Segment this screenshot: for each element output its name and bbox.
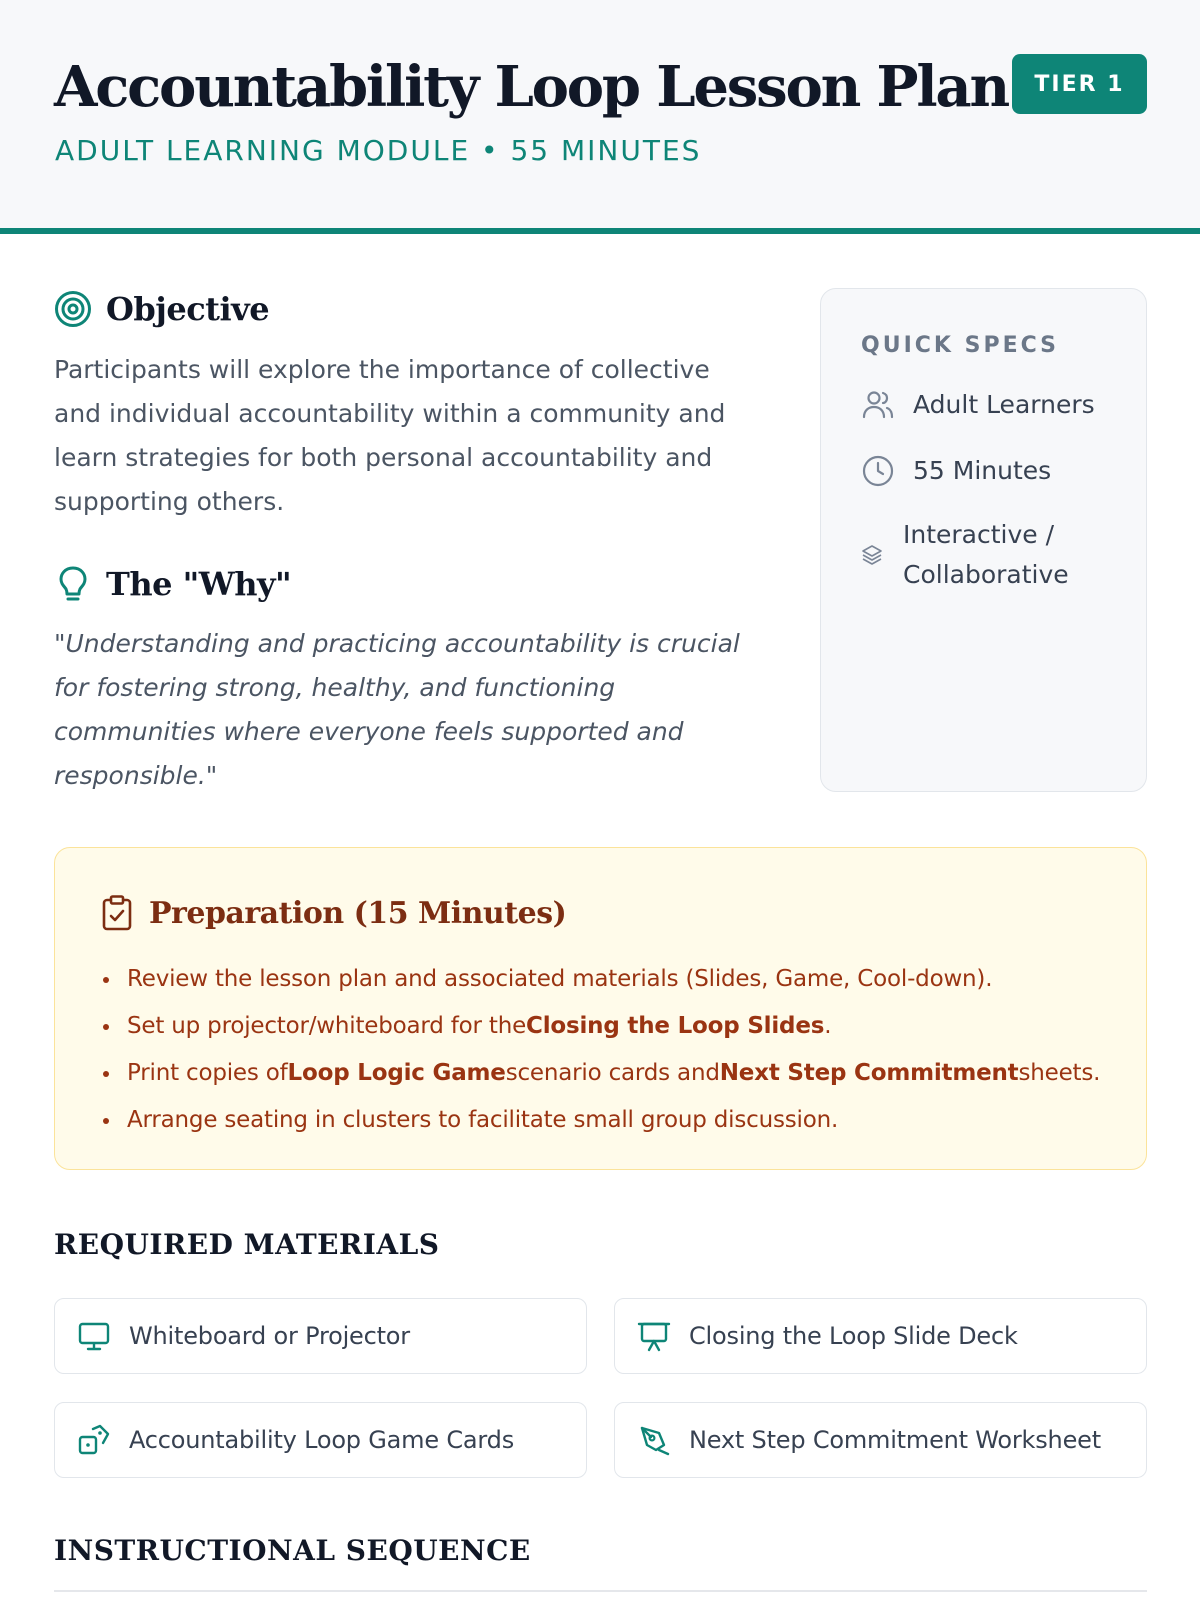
section-divider [54, 1590, 1147, 1592]
why-line: communities where everyone feels supported and [54, 717, 684, 746]
materials-heading: REQUIRED MATERIALS [54, 1228, 440, 1261]
spec-format [861, 515, 1069, 595]
spec-label [903, 515, 1069, 595]
prep-text-bold: Loop Logic Game [287, 1060, 506, 1086]
objective-text [54, 348, 784, 524]
clock-icon [861, 454, 895, 488]
prep-text: Print copies of [127, 1060, 288, 1086]
objective-line: learn strategies for both personal accountability and [54, 443, 713, 472]
presentation-icon [637, 1319, 671, 1353]
spec-duration [861, 451, 1051, 491]
target-icon [54, 290, 92, 328]
material-label: Whiteboard or Projector [129, 1322, 410, 1350]
why-quote [54, 622, 794, 798]
prep-text-bold: Closing the Loop Slides [526, 1013, 825, 1039]
objective-line: supporting others. [54, 487, 285, 516]
quick-specs-title: QUICK SPECS [861, 333, 1059, 358]
material-game-cards [54, 1402, 587, 1478]
material-label: Accountability Loop Game Cards [129, 1426, 514, 1454]
users-icon [861, 388, 895, 422]
preparation-item [99, 956, 1100, 1003]
prep-text: Review the lesson plan and associated materials (Slides, Game, Cool-down). [127, 966, 993, 992]
prep-text: . [824, 1013, 832, 1039]
preparation-item [99, 1050, 1100, 1097]
material-slide-deck [614, 1298, 1147, 1374]
prep-text: sheets. [1018, 1060, 1101, 1086]
quick-specs-card [820, 288, 1147, 792]
preparation-item [99, 1097, 1100, 1144]
why-line: for fostering strong, healthy, and functioning [54, 673, 616, 702]
objective-heading-text: Objective [106, 290, 270, 328]
monitor-icon [77, 1319, 111, 1353]
prep-text-bold: Next Step Commitment [719, 1060, 1019, 1086]
preparation-heading-text: Preparation (15 Minutes) [149, 895, 567, 931]
prep-text: Arrange seating in clusters to facilitate small group discussion. [127, 1107, 839, 1133]
why-line: "Understanding and practicing accountability is crucial [54, 629, 740, 658]
page-header [0, 0, 1200, 234]
spec-audience [861, 385, 1095, 425]
dice-icon [77, 1423, 111, 1457]
sequence-heading: INSTRUCTIONAL SEQUENCE [54, 1534, 531, 1567]
objective-heading [54, 290, 269, 328]
spec-label: 55 Minutes [913, 456, 1052, 485]
why-line: responsible." [54, 761, 218, 790]
preparation-heading [99, 894, 566, 932]
spec-label-line: Collaborative [903, 560, 1069, 589]
preparation-list [99, 956, 1100, 1144]
prep-text: scenario cards and [505, 1060, 720, 1086]
why-heading-text: The "Why" [106, 565, 292, 603]
clipboard-check-icon [99, 894, 135, 932]
material-label: Next Step Commitment Worksheet [689, 1426, 1101, 1454]
material-whiteboard [54, 1298, 587, 1374]
why-heading [54, 564, 291, 604]
page-subtitle: ADULT LEARNING MODULE • 55 MINUTES [55, 134, 702, 167]
page-title: Accountability Loop Lesson Plan [54, 54, 1008, 120]
preparation-item [99, 1003, 1100, 1050]
objective-line: Participants will explore the importance of collective [54, 355, 710, 384]
preparation-card [54, 847, 1147, 1170]
objective-line: and individual accountability within a community and [54, 399, 726, 428]
material-label: Closing the Loop Slide Deck [689, 1322, 1018, 1350]
pen-tool-icon [637, 1423, 671, 1457]
prep-text: Set up projector/whiteboard for the [127, 1013, 527, 1039]
spec-label-line: Interactive / [903, 520, 1055, 549]
material-worksheet [614, 1402, 1147, 1478]
spec-label: Adult Learners [913, 390, 1095, 419]
layers-icon [861, 544, 883, 566]
lightbulb-icon [54, 564, 92, 604]
tier-badge: TIER 1 [1012, 54, 1147, 114]
